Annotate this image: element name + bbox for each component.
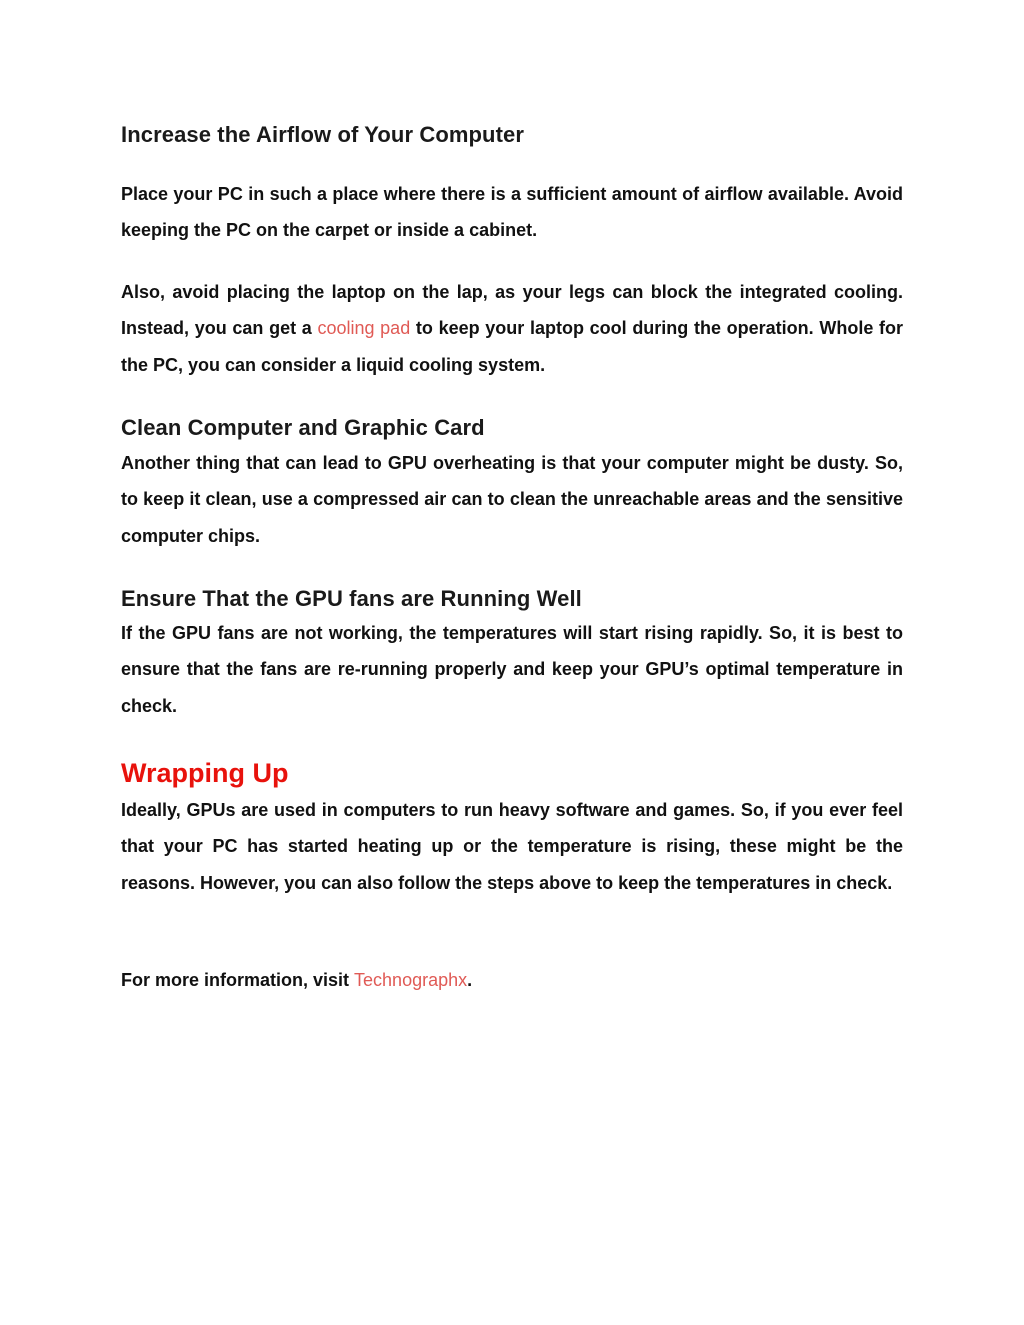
paragraph-clean-computer: Another thing that can lead to GPU overheating is that your computer might be dusty. So, to keep it clean, use a compressed air can to clean the unreachable areas and the sensitive computer chips. (121, 453, 903, 546)
paragraph-laptop-cooling (121, 274, 903, 383)
text-segment: Also, avoid placing the laptop on the lap, as your legs can block the integrated cooling. Instead, you can get a (121, 282, 903, 339)
paragraph-gpu-fans: If the GPU fans are not working, the temperatures will start rising rapidly. So, it is best to ensure that the fans are re-running properly and keep your GPU’s optimal temperature in check. (121, 623, 903, 716)
technographx-link[interactable]: Technographx (354, 970, 468, 990)
heading-clean-computer: Clean Computer and Graphic Card (121, 415, 485, 440)
paragraph-wrapping-up: Ideally, GPUs are used in computers to run heavy software and games. So, if you ever feel that your PC has started heating up or the temperature is rising, these might be the reasons. However, you can also follow the steps above to keep the temperatures in check. (121, 800, 903, 893)
paragraph-more-info (121, 962, 903, 998)
text-segment: For more information, visit (121, 970, 355, 990)
text-segment: to keep your laptop cool during the operation. Whole for the PC, you can consider a liquid cooling system. (121, 318, 904, 375)
cooling-pad-link[interactable]: cooling pad (317, 318, 411, 339)
text-segment: . (467, 970, 473, 990)
paragraph-airflow-placement: Place your PC in such a place where there is a sufficient amount of airflow available. Avoid keeping the PC on the carpet or inside a cabinet. (121, 184, 903, 241)
heading-wrapping-up: Wrapping Up (121, 758, 289, 788)
heading-increase-airflow: Increase the Airflow of Your Computer (121, 122, 525, 147)
heading-gpu-fans: Ensure That the GPU fans are Running Well (121, 586, 582, 611)
